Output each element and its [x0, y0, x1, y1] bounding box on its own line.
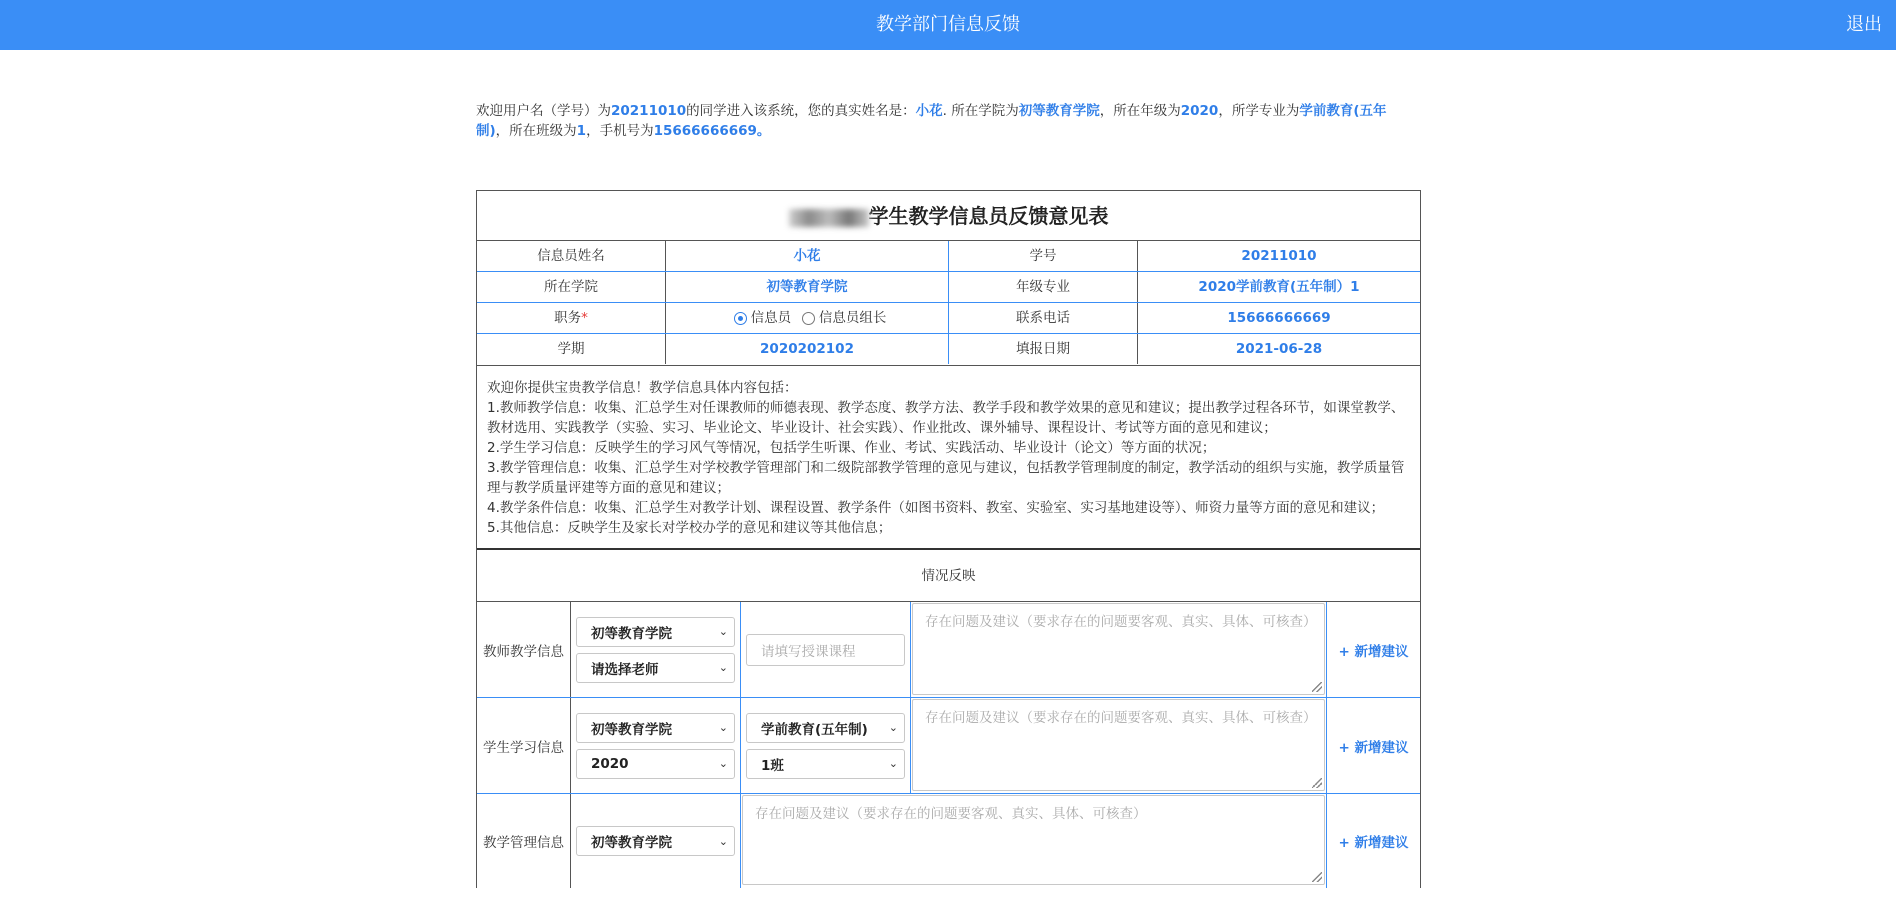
intro-line: 4.教学条件信息：收集、汇总学生对教学计划、课程设置、教学条件（如图书资料、教室、实验室、实习基地建设等）、师资力量等方面的意见和建议； — [487, 500, 1385, 516]
welcome-phone: 15666666669 — [653, 123, 757, 139]
class-select[interactable] — [746, 749, 905, 779]
feedback-row-student — [477, 698, 1420, 794]
position-radio-group — [666, 303, 949, 333]
feedback-label: 教师教学信息 — [477, 602, 571, 697]
chevron-down-icon: ⌄ — [888, 757, 898, 770]
resize-handle-icon[interactable] — [1312, 778, 1322, 788]
logout-button[interactable]: 退出 — [1846, 14, 1882, 35]
course-input[interactable]: 请填写授课课程 — [746, 634, 905, 666]
feedback-label: 教学管理信息 — [477, 794, 571, 888]
welcome-grade: 2020 — [1180, 103, 1219, 119]
form-title-text: 学生教学信息员反馈意见表 — [868, 204, 1109, 228]
feedback-course — [741, 602, 911, 697]
intro-line: 欢迎你提供宝贵教学信息！教学信息具体内容包括： — [487, 380, 798, 396]
position-label: 职务 — [554, 310, 582, 326]
radio-label: 信息员组长 — [818, 310, 887, 326]
textarea-placeholder: 存在问题及建议（要求存在的问题要客观、真实、具体、可核查） — [925, 614, 1317, 630]
select-value: 初等教育学院 — [591, 721, 672, 738]
info-row — [477, 241, 1420, 272]
chevron-down-icon: ⌄ — [718, 721, 728, 734]
form-title — [477, 191, 1420, 241]
info-label: 学期 — [477, 334, 666, 364]
redacted-school-name — [789, 209, 869, 227]
required-mark: * — [581, 310, 588, 326]
info-row — [477, 334, 1420, 365]
feedback-form — [476, 190, 1421, 888]
teacher-select[interactable] — [576, 653, 735, 683]
info-label: 所在学院 — [477, 272, 666, 302]
welcome-text: 。 — [756, 123, 771, 139]
suggestion-textarea[interactable] — [912, 699, 1325, 791]
intro-line: 5.其他信息：反映学生及家长对学校办学的意见和建议等其他信息； — [487, 520, 892, 536]
info-row — [477, 272, 1420, 303]
select-value: 请选择老师 — [591, 661, 659, 678]
radio-unchecked-icon[interactable] — [802, 312, 815, 325]
add-suggestion-button[interactable]: + 新增建议 — [1338, 835, 1409, 851]
chevron-down-icon: ⌄ — [718, 661, 728, 674]
page-title: 教学部门信息反馈 — [876, 14, 1020, 35]
feedback-textarea-cell — [741, 794, 1327, 888]
radio-informant-leader[interactable] — [796, 303, 887, 333]
info-value-date: 2021-06-28 — [1235, 341, 1323, 357]
radio-label: 信息员 — [750, 310, 792, 326]
feedback-textarea-cell — [911, 698, 1327, 793]
welcome-text: ，所学专业为 — [1218, 103, 1300, 119]
feedback-selects — [571, 794, 741, 888]
textarea-placeholder: 存在问题及建议（要求存在的问题要客观、真实、具体、可核查） — [755, 806, 1147, 822]
welcome-college: 初等教育学院 — [1018, 103, 1100, 119]
intro-line: 2.学生学习信息：反映学生的学习风气等情况，包括学生听课、作业、考试、实践活动、毕业设计（论文）等方面的状况； — [487, 440, 1216, 456]
welcome-text: . 所在学院为 — [942, 103, 1019, 119]
welcome-text: ，所在班级为 — [495, 123, 577, 139]
major-select[interactable] — [746, 713, 905, 743]
feedback-textarea-cell — [911, 602, 1327, 697]
college-select[interactable] — [576, 617, 735, 647]
chevron-down-icon: ⌄ — [888, 721, 898, 734]
welcome-class: 1 — [576, 123, 587, 139]
welcome-text: 的同学进入该系统，您的真实姓名是： — [686, 103, 916, 119]
info-label — [477, 303, 666, 333]
info-value-semester: 2020202102 — [666, 334, 949, 364]
top-bar — [0, 0, 1896, 50]
welcome-name: 小花 — [915, 103, 943, 119]
feedback-selects — [741, 698, 911, 793]
info-row — [477, 303, 1420, 334]
select-value: 初等教育学院 — [591, 625, 672, 642]
info-label: 填报日期 — [949, 334, 1138, 364]
college-select[interactable] — [576, 826, 735, 856]
intro-text — [477, 365, 1420, 550]
add-suggestion-button[interactable]: + 新增建议 — [1338, 739, 1409, 756]
select-value: 初等教育学院 — [591, 835, 672, 851]
feedback-selects — [571, 698, 741, 793]
chevron-down-icon: ⌄ — [718, 834, 728, 848]
select-value: 2020 — [591, 755, 629, 772]
intro-line: 3.教学管理信息：收集、汇总学生对学校教学管理部门和二级院部教学管理的意见与建议，包括教学管理制度的制定，教学活动的组织与实施，教学质量管理与教学质量评建等方面的意见和建议； — [487, 460, 1405, 496]
chevron-down-icon: ⌄ — [718, 757, 728, 770]
suggestion-textarea[interactable] — [912, 603, 1325, 695]
info-label: 年级专业 — [949, 272, 1138, 302]
info-value-grade-major: 2020学前教育(五年制）1 — [1198, 279, 1360, 295]
info-label: 联系电话 — [949, 303, 1138, 333]
resize-handle-icon[interactable] — [1312, 872, 1322, 882]
college-select[interactable] — [576, 713, 735, 743]
info-value-phone: 15666666669 — [1227, 310, 1331, 326]
info-value-college: 初等教育学院 — [666, 272, 949, 302]
welcome-text: ，所在年级为 — [1099, 103, 1181, 119]
welcome-message — [476, 101, 1406, 141]
info-value-student-id: 20211010 — [1241, 248, 1317, 264]
select-value: 1班 — [761, 757, 784, 774]
feedback-selects — [571, 602, 741, 697]
feedback-row-management — [477, 794, 1420, 888]
intro-line: 1.教师教学信息：收集、汇总学生对任课教师的师德表现、教学态度、教学方法、教学手段和教学效果的意见和建议；提出教学过程各环节，如课堂教学、教材选用、实践教学（实验、实习、毕业论文、毕业设计、社会实践）、作业批改、课外辅导、课程设计、考试等方面的意见和建议； — [487, 400, 1405, 436]
chevron-down-icon: ⌄ — [718, 625, 728, 638]
radio-checked-icon[interactable] — [734, 312, 747, 325]
feedback-row-teacher — [477, 602, 1420, 698]
feedback-label: 学生学习信息 — [477, 698, 571, 793]
welcome-text: ，手机号为 — [586, 123, 654, 139]
radio-informant[interactable] — [728, 303, 792, 333]
textarea-placeholder: 存在问题及建议（要求存在的问题要客观、真实、具体、可核查） — [925, 710, 1317, 726]
feedback-section-title: 情况反映 — [477, 550, 1420, 602]
info-label: 学号 — [949, 241, 1138, 271]
add-suggestion-button[interactable]: + 新增建议 — [1338, 643, 1409, 660]
welcome-student-id: 20211010 — [611, 103, 687, 119]
grade-select[interactable] — [576, 749, 735, 779]
welcome-major: 学前教育(五年制) — [476, 103, 1387, 139]
resize-handle-icon[interactable] — [1312, 682, 1322, 692]
welcome-text: 欢迎用户名（学号）为 — [476, 103, 611, 119]
info-label: 信息员姓名 — [477, 241, 666, 271]
suggestion-textarea[interactable] — [742, 795, 1325, 885]
info-value-name: 小花 — [666, 241, 949, 271]
select-value: 学前教育(五年制) — [761, 721, 868, 738]
